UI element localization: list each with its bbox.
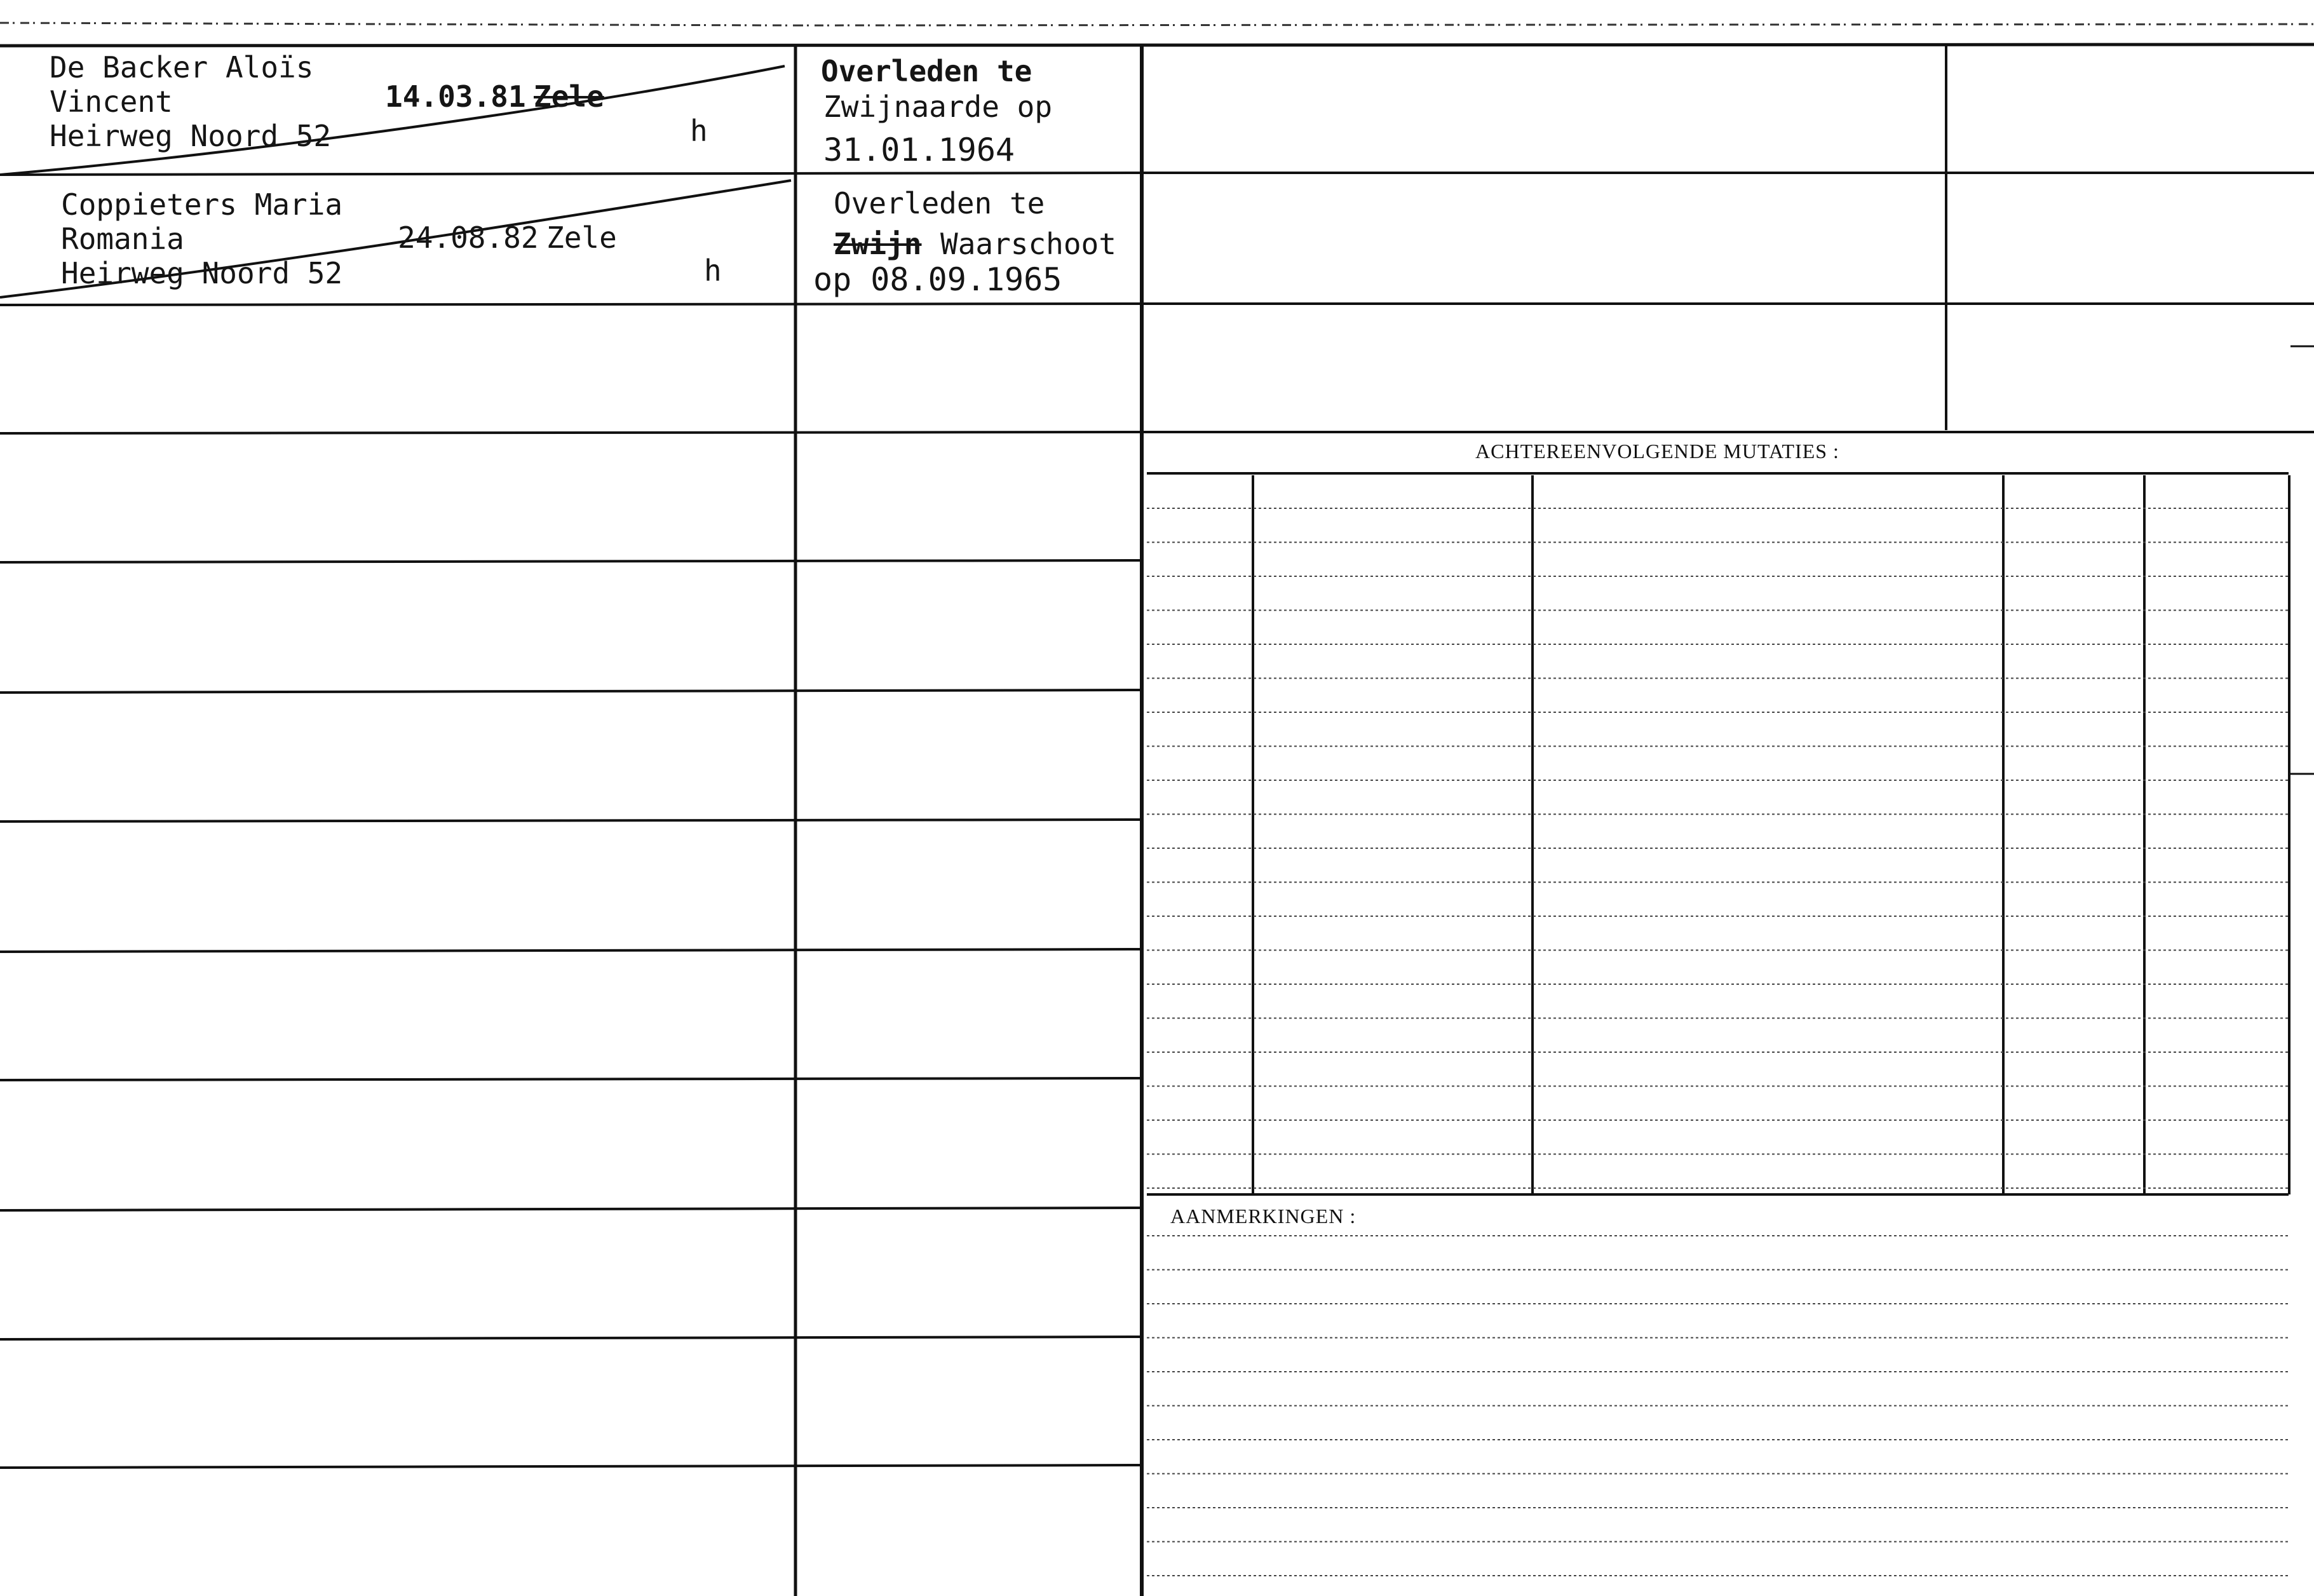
entry2-remark-line2: Waarschoot — [940, 227, 1116, 261]
entry1-birth-place: Zele — [534, 79, 604, 114]
right-top-lines — [1142, 173, 2314, 432]
mutaties-table — [1147, 473, 2289, 1194]
entry2-birth-place: Zele — [546, 220, 617, 255]
entry1-name-line1: De Backer Aloïs — [50, 50, 314, 85]
entry1-remark-line1: Overleden te — [821, 54, 1032, 88]
mutaties-heading: ACHTEREENVOLGENDE MUTATIES : — [1475, 440, 1839, 463]
aanmerkingen-lines — [1147, 1236, 2289, 1576]
top-border — [0, 44, 2314, 46]
entry2-remark-struck: Zwijn — [834, 227, 922, 261]
entry1-remark-line2: Zwijnaarde op — [823, 90, 1053, 124]
entry2-marker: h — [704, 254, 722, 288]
left-row-lines — [0, 173, 1142, 1468]
aanmerkingen-heading: AANMERKINGEN : — [1170, 1205, 1357, 1227]
entry1-birth-date: 14.03.81 — [385, 79, 526, 114]
entry2-name-line1: Coppieters Maria — [61, 187, 343, 222]
entry1-marker: h — [690, 114, 708, 148]
entry2-name-line2: Romania — [61, 222, 184, 256]
top-edge-noise — [0, 23, 2314, 25]
entry2-remark-line3: op 08.09.1965 — [813, 261, 1062, 298]
entry1-name-line2: Vincent — [50, 85, 173, 119]
entry1-remark-line3: 31.01.1964 — [823, 132, 1015, 168]
entry2-address: Heirweg Noord 52 — [61, 256, 343, 290]
entry2-remark-line1: Overleden te — [834, 186, 1045, 220]
entry2-birth-date: 24.08.82 — [398, 220, 539, 255]
entry1-address: Heirweg Noord 52 — [50, 119, 332, 153]
